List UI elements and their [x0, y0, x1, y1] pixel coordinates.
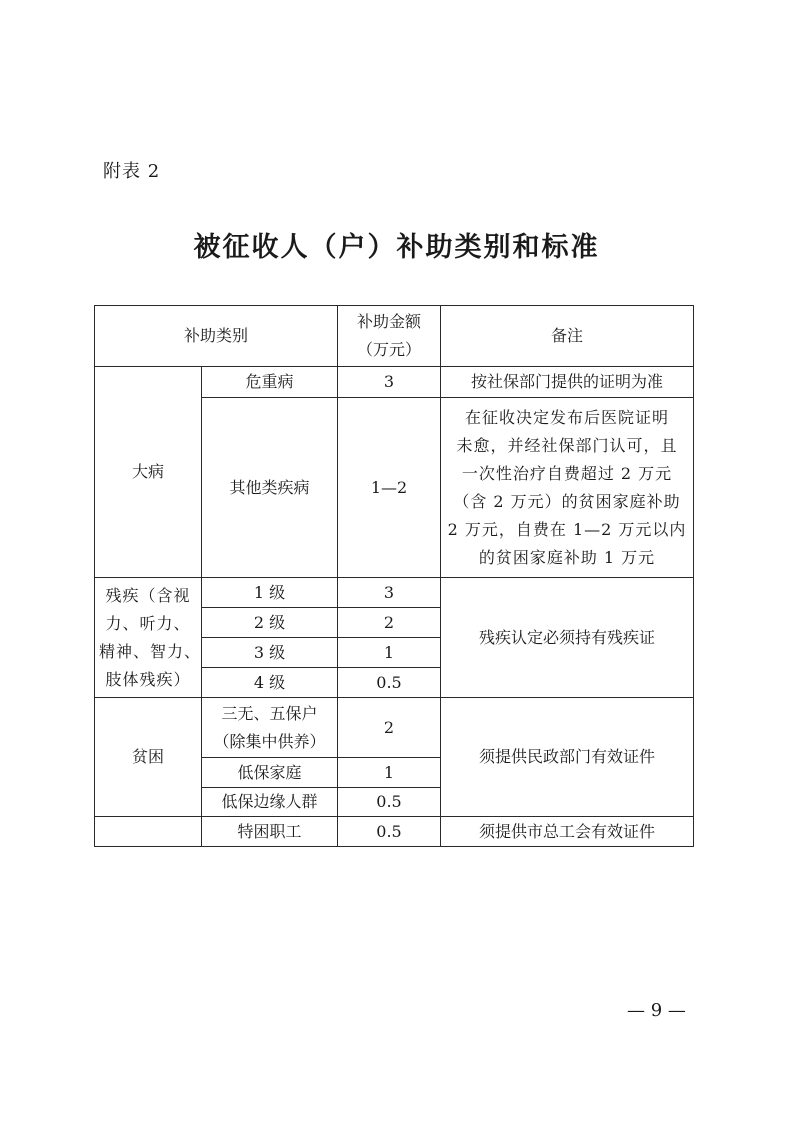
group-disability: [95, 578, 202, 698]
amount-cell: 2: [338, 608, 441, 638]
remark-cell: [441, 398, 694, 578]
type-cell: 低保边缘人群: [202, 788, 338, 817]
header-amount-line2: （万元）: [357, 340, 422, 359]
table-row: [95, 817, 694, 847]
group-line: 力、听力、: [105, 613, 191, 633]
remark-cell: 须提供民政部门有效证件: [441, 698, 694, 817]
remark-cell: 按社保部门提供的证明为准: [441, 367, 694, 398]
type-line: 三无、五保户: [221, 703, 318, 723]
type-cell: 特困职工: [202, 817, 338, 847]
type-cell: [202, 698, 338, 758]
table-row: [95, 578, 694, 608]
remark-line: （含 2 万元）的贫困家庭补助: [453, 491, 681, 511]
type-cell: 2 级: [202, 608, 338, 638]
annex-label: 附表 2: [103, 161, 161, 182]
header-category: 补助类别: [95, 306, 338, 367]
header-amount: [338, 306, 441, 367]
page-number: — 9 —: [627, 1000, 686, 1021]
table-row: [95, 698, 694, 758]
subsidy-table: [94, 305, 694, 847]
amount-cell: 1—2: [338, 398, 441, 578]
amount-cell: 0.5: [338, 668, 441, 698]
type-cell: 低保家庭: [202, 758, 338, 788]
type-cell: 3 级: [202, 638, 338, 668]
empty-group-cell: [95, 817, 202, 847]
remark-cell: 残疾认定必须持有残疾证: [441, 578, 694, 698]
header-remark: 备注: [441, 306, 694, 367]
remark-cell: 须提供市总工会有效证件: [441, 817, 694, 847]
remark-line: 未愈，并经社保部门认可，且: [456, 435, 678, 455]
group-illness: 大病: [95, 367, 202, 578]
type-cell: 4 级: [202, 668, 338, 698]
table-row: [95, 367, 694, 398]
type-cell: 危重病: [202, 367, 338, 398]
group-line: 残疾（含视: [105, 585, 191, 605]
type-cell: 其他类疾病: [202, 398, 338, 578]
group-line: 精神、智力、: [99, 641, 202, 661]
group-line: 肢体残疾）: [105, 669, 191, 689]
amount-cell: 3: [338, 578, 441, 608]
remark-line: 的贫困家庭补助 1 万元: [478, 547, 656, 567]
type-line: （除集中供养）: [213, 731, 326, 751]
amount-cell: 2: [338, 698, 441, 758]
remark-line: 在征收决定发布后医院证明: [465, 407, 670, 427]
amount-cell: 1: [338, 638, 441, 668]
group-poverty: 贫困: [95, 698, 202, 817]
amount-cell: 0.5: [338, 817, 441, 847]
amount-cell: 3: [338, 367, 441, 398]
amount-cell: 1: [338, 758, 441, 788]
amount-cell: 0.5: [338, 788, 441, 817]
document-title: 被征收人（户）补助类别和标准: [193, 232, 600, 263]
remark-line: 2 万元，自费在 1—2 万元以内: [447, 519, 687, 539]
remark-line: 一次性治疗自费超过 2 万元: [461, 463, 673, 483]
header-amount-line1: 补助金额: [357, 312, 422, 331]
header-row: [95, 306, 694, 367]
type-cell: 1 级: [202, 578, 338, 608]
